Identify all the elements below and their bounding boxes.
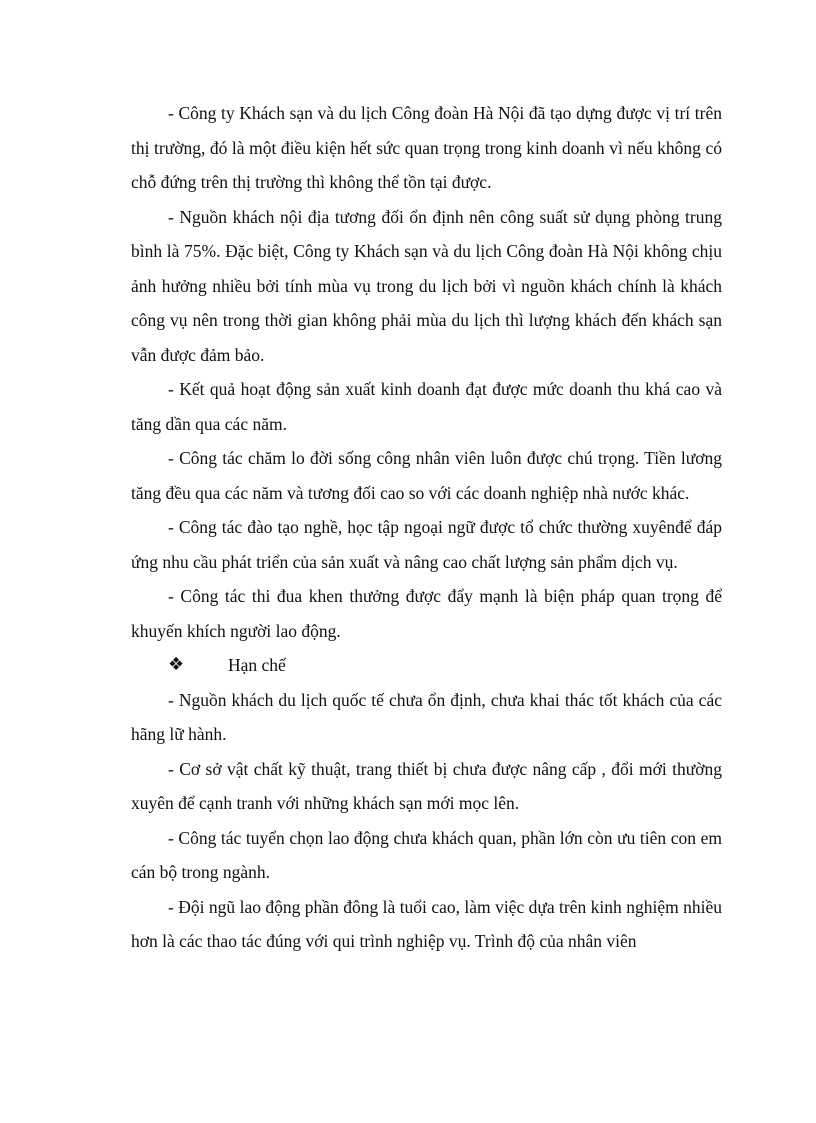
paragraph-employee-welfare: - Công tác chăm lo đời sống công nhân viên luôn được chú trọng. Tiền lương tăng đều qua các năm và tương đối cao so với các doanh nghiệp nhà nước khác.: [131, 448, 722, 503]
four-diamond-bullet-icon: ❖: [168, 654, 185, 675]
paragraph-training: - Công tác đào tạo nghề, học tập ngoại ngữ được tổ chức thường xuyênđể đáp ứng nhu cầu phát triển của sản xuất và nâng cao chất lượng sản phẩm dịch vụ.: [131, 517, 722, 572]
paragraph-recruitment: - Công tác tuyển chọn lao động chưa khách quan, phần lớn còn ưu tiên con em cán bộ trong ngành.: [131, 827, 722, 882]
paragraph-domestic-guests: - Nguồn khách nội địa tương đối ổn định nên công suất sử dụng phòng trung bình là 75%. Đặc biệt, Công ty Khách sạn và du lịch Công đoàn Hà Nội không chịu ảnh hưởng nhiều bởi tính mùa vụ trong du lịch bởi vì nguồn khách chính là khách công vụ nên trong thời gian không phải mùa du lịch thì lượng khách đến khách sạn vẫn được đảm bảo.: [131, 206, 722, 365]
section-heading-text: Hạn chế: [228, 655, 286, 675]
paragraph-market-position: - Công ty Khách sạn và du lịch Công đoàn Hà Nội đã tạo dựng được vị trí trên thị trường, đó là một điều kiện hết sức quan trọng trong kinh doanh vì nếu không có chỗ đứng trên thị trường thì không thể tồn tại được.: [131, 103, 722, 192]
paragraph-facilities: - Cơ sở vật chất kỹ thuật, trang thiết bị chưa được nâng cấp , đổi mới thường xuyên để cạnh tranh với những khách sạn mới mọc lên.: [131, 758, 722, 813]
paragraph-workforce-age: - Đội ngũ lao động phần đông là tuổi cao, làm việc dựa trên kinh nghiệm nhiều hơn là các thao tác đúng với qui trình nghiệp vụ. Trình độ của nhân viên: [131, 896, 722, 951]
paragraph-business-results: - Kết quả hoạt động sản xuất kinh doanh đạt được mức doanh thu khá cao và tăng dần qua các năm.: [131, 379, 722, 434]
section-heading-limitations: [131, 648, 722, 683]
paragraph-international-guests: - Nguồn khách du lịch quốc tế chưa ổn định, chưa khai thác tốt khách của các hãng lữ hành.: [131, 689, 722, 744]
document-page: [131, 96, 722, 959]
paragraph-rewards: - Công tác thi đua khen thưởng được đẩy mạnh là biện pháp quan trọng để khuyến khích người lao động.: [131, 586, 722, 641]
